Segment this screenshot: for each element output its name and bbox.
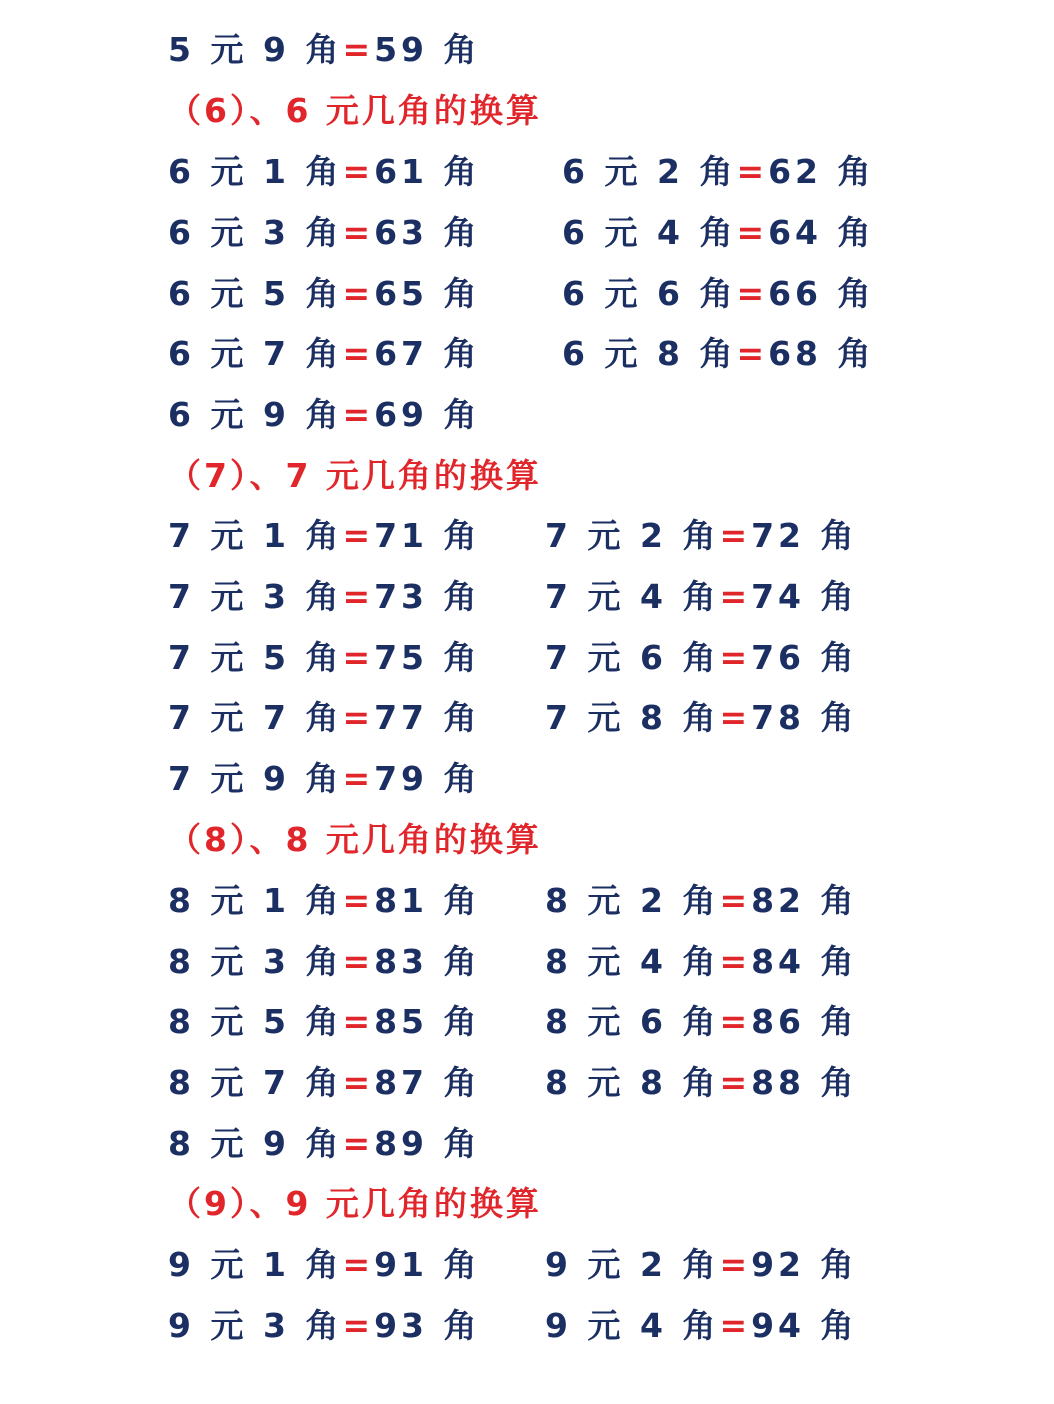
- jiao-value: 8: [639, 698, 667, 737]
- total-value: 82: [751, 881, 806, 920]
- total-unit: 角: [443, 1002, 481, 1041]
- yuan-unit: 元: [210, 577, 248, 616]
- jiao-value: 5: [262, 1002, 290, 1041]
- conversion-line: [545, 1301, 858, 1351]
- total-unit: 角: [820, 1063, 858, 1102]
- yuan-unit: 元: [210, 881, 248, 920]
- jiao-value: 1: [262, 516, 290, 555]
- total-unit: 角: [443, 638, 481, 677]
- equals-sign: =: [342, 1306, 375, 1345]
- jiao-value: 7: [262, 1063, 290, 1102]
- conversion-line: [168, 25, 481, 75]
- equals-sign: =: [719, 698, 752, 737]
- jiao-value: 5: [262, 638, 290, 677]
- yuan-value: 7: [168, 759, 195, 798]
- yuan-value: 8: [168, 881, 195, 920]
- yuan-value: 8: [168, 1124, 195, 1163]
- conversion-line: [545, 1058, 858, 1108]
- yuan-value: 9: [545, 1306, 572, 1345]
- section-heading: （8）、8 元几角的换算: [168, 820, 542, 859]
- jiao-unit: 角: [699, 213, 737, 252]
- yuan-unit: 元: [210, 1306, 248, 1345]
- yuan-unit: 元: [604, 152, 642, 191]
- jiao-unit: 角: [305, 638, 343, 677]
- equals-sign: =: [342, 1124, 375, 1163]
- jiao-value: 3: [262, 577, 290, 616]
- conversion-line: [562, 147, 875, 197]
- total-value: 59: [374, 30, 429, 69]
- total-unit: 角: [443, 152, 481, 191]
- equals-sign: =: [719, 1306, 752, 1345]
- yuan-value: 6: [562, 152, 589, 191]
- total-value: 61: [374, 152, 429, 191]
- jiao-value: 7: [262, 698, 290, 737]
- total-unit: 角: [837, 152, 875, 191]
- yuan-unit: 元: [210, 759, 248, 798]
- jiao-value: 4: [639, 1306, 667, 1345]
- yuan-value: 6: [168, 152, 195, 191]
- equals-sign: =: [719, 881, 752, 920]
- equals-sign: =: [719, 638, 752, 677]
- yuan-value: 6: [168, 334, 195, 373]
- yuan-unit: 元: [210, 698, 248, 737]
- equals-sign: =: [719, 1002, 752, 1041]
- yuan-value: 8: [545, 1063, 572, 1102]
- section-heading: （7）、7 元几角的换算: [168, 456, 542, 495]
- yuan-unit: 元: [210, 516, 248, 555]
- equals-sign: =: [719, 1063, 752, 1102]
- yuan-unit: 元: [210, 1002, 248, 1041]
- conversion-line: [168, 633, 481, 683]
- jiao-value: 3: [262, 942, 290, 981]
- jiao-unit: 角: [305, 1124, 343, 1163]
- total-unit: 角: [820, 1306, 858, 1345]
- jiao-value: 5: [262, 274, 290, 313]
- equals-sign: =: [342, 274, 375, 313]
- total-value: 76: [751, 638, 806, 677]
- conversion-line: [168, 754, 481, 804]
- yuan-unit: 元: [210, 1124, 248, 1163]
- total-value: 79: [374, 759, 429, 798]
- conversion-line: [545, 1240, 858, 1290]
- yuan-value: 6: [562, 274, 589, 313]
- jiao-value: 2: [656, 152, 684, 191]
- equals-sign: =: [342, 638, 375, 677]
- yuan-unit: 元: [604, 274, 642, 313]
- yuan-value: 8: [545, 1002, 572, 1041]
- total-value: 84: [751, 942, 806, 981]
- yuan-value: 5: [168, 30, 195, 69]
- yuan-value: 6: [562, 334, 589, 373]
- jiao-unit: 角: [305, 1245, 343, 1284]
- total-value: 89: [374, 1124, 429, 1163]
- total-unit: 角: [443, 577, 481, 616]
- total-unit: 角: [820, 1002, 858, 1041]
- yuan-unit: 元: [210, 638, 248, 677]
- total-unit: 角: [443, 698, 481, 737]
- conversion-line: [168, 147, 481, 197]
- yuan-value: 6: [168, 395, 195, 434]
- jiao-unit: 角: [305, 395, 343, 434]
- equals-sign: =: [342, 334, 375, 373]
- jiao-value: 6: [639, 1002, 667, 1041]
- yuan-value: 8: [168, 1002, 195, 1041]
- conversion-line: [562, 269, 875, 319]
- total-unit: 角: [443, 1245, 481, 1284]
- total-value: 67: [374, 334, 429, 373]
- jiao-value: 2: [639, 1245, 667, 1284]
- yuan-unit: 元: [210, 395, 248, 434]
- jiao-unit: 角: [682, 1063, 720, 1102]
- conversion-line: [545, 511, 858, 561]
- yuan-value: 8: [168, 942, 195, 981]
- jiao-unit: 角: [682, 1245, 720, 1284]
- equals-sign: =: [736, 274, 769, 313]
- equals-sign: =: [736, 334, 769, 373]
- jiao-value: 8: [639, 1063, 667, 1102]
- yuan-unit: 元: [587, 1063, 625, 1102]
- yuan-value: 7: [545, 577, 572, 616]
- conversion-line: [545, 572, 858, 622]
- conversion-line: [168, 572, 481, 622]
- jiao-unit: 角: [305, 152, 343, 191]
- yuan-value: 7: [545, 638, 572, 677]
- jiao-unit: 角: [305, 1002, 343, 1041]
- jiao-unit: 角: [305, 516, 343, 555]
- conversion-line: [168, 937, 481, 987]
- jiao-unit: 角: [305, 698, 343, 737]
- total-value: 73: [374, 577, 429, 616]
- total-unit: 角: [443, 274, 481, 313]
- jiao-value: 9: [262, 395, 290, 434]
- yuan-value: 7: [545, 698, 572, 737]
- yuan-value: 9: [168, 1306, 195, 1345]
- conversion-line: [168, 1119, 481, 1169]
- total-unit: 角: [443, 1124, 481, 1163]
- conversion-line: [562, 329, 875, 379]
- conversion-line: [545, 693, 858, 743]
- yuan-unit: 元: [210, 942, 248, 981]
- total-value: 81: [374, 881, 429, 920]
- equals-sign: =: [342, 152, 375, 191]
- total-value: 87: [374, 1063, 429, 1102]
- equals-sign: =: [719, 942, 752, 981]
- total-unit: 角: [820, 516, 858, 555]
- equals-sign: =: [342, 881, 375, 920]
- jiao-value: 2: [639, 881, 667, 920]
- jiao-unit: 角: [682, 881, 720, 920]
- total-unit: 角: [820, 942, 858, 981]
- jiao-unit: 角: [699, 274, 737, 313]
- jiao-value: 7: [262, 334, 290, 373]
- total-unit: 角: [837, 274, 875, 313]
- total-unit: 角: [820, 577, 858, 616]
- equals-sign: =: [719, 1245, 752, 1284]
- section-heading: （9）、9 元几角的换算: [168, 1184, 542, 1223]
- total-value: 69: [374, 395, 429, 434]
- total-value: 65: [374, 274, 429, 313]
- jiao-value: 8: [656, 334, 684, 373]
- yuan-value: 6: [168, 274, 195, 313]
- total-value: 86: [751, 1002, 806, 1041]
- total-unit: 角: [443, 213, 481, 252]
- total-value: 92: [751, 1245, 806, 1284]
- yuan-value: 8: [545, 942, 572, 981]
- conversion-line: [168, 1240, 481, 1290]
- jiao-unit: 角: [305, 334, 343, 373]
- jiao-unit: 角: [682, 638, 720, 677]
- yuan-unit: 元: [587, 881, 625, 920]
- yuan-value: 8: [545, 881, 572, 920]
- jiao-value: 3: [262, 1306, 290, 1345]
- jiao-unit: 角: [699, 334, 737, 373]
- equals-sign: =: [342, 395, 375, 434]
- equals-sign: =: [342, 213, 375, 252]
- yuan-unit: 元: [210, 152, 248, 191]
- total-value: 63: [374, 213, 429, 252]
- yuan-unit: 元: [587, 942, 625, 981]
- yuan-unit: 元: [210, 274, 248, 313]
- total-unit: 角: [820, 1245, 858, 1284]
- jiao-value: 9: [262, 759, 290, 798]
- jiao-unit: 角: [682, 516, 720, 555]
- jiao-value: 1: [262, 1245, 290, 1284]
- conversion-line: [168, 329, 481, 379]
- total-value: 85: [374, 1002, 429, 1041]
- yuan-unit: 元: [587, 577, 625, 616]
- total-unit: 角: [443, 1063, 481, 1102]
- yuan-unit: 元: [587, 1245, 625, 1284]
- jiao-value: 9: [262, 1124, 290, 1163]
- jiao-value: 4: [639, 942, 667, 981]
- yuan-value: 6: [168, 213, 195, 252]
- jiao-value: 4: [639, 577, 667, 616]
- jiao-unit: 角: [682, 942, 720, 981]
- jiao-value: 3: [262, 213, 290, 252]
- jiao-unit: 角: [305, 274, 343, 313]
- yuan-unit: 元: [604, 213, 642, 252]
- yuan-unit: 元: [210, 30, 248, 69]
- total-value: 88: [751, 1063, 806, 1102]
- jiao-value: 1: [262, 152, 290, 191]
- total-unit: 角: [820, 638, 858, 677]
- equals-sign: =: [719, 516, 752, 555]
- equals-sign: =: [342, 1002, 375, 1041]
- jiao-unit: 角: [305, 213, 343, 252]
- total-unit: 角: [443, 881, 481, 920]
- jiao-unit: 角: [682, 577, 720, 616]
- yuan-unit: 元: [210, 1063, 248, 1102]
- jiao-value: 1: [262, 881, 290, 920]
- yuan-unit: 元: [210, 213, 248, 252]
- equals-sign: =: [342, 698, 375, 737]
- conversion-line: [545, 937, 858, 987]
- total-value: 66: [768, 274, 823, 313]
- total-value: 75: [374, 638, 429, 677]
- yuan-value: 7: [168, 516, 195, 555]
- conversion-line: [168, 1058, 481, 1108]
- total-unit: 角: [443, 395, 481, 434]
- yuan-value: 7: [168, 577, 195, 616]
- conversion-line: [562, 208, 875, 258]
- jiao-unit: 角: [682, 1306, 720, 1345]
- jiao-unit: 角: [699, 152, 737, 191]
- equals-sign: =: [342, 577, 375, 616]
- jiao-value: 6: [656, 274, 684, 313]
- yuan-unit: 元: [587, 1002, 625, 1041]
- jiao-unit: 角: [682, 1002, 720, 1041]
- jiao-value: 4: [656, 213, 684, 252]
- conversion-line: [168, 693, 481, 743]
- conversion-line: [168, 208, 481, 258]
- jiao-value: 9: [262, 30, 290, 69]
- yuan-value: 6: [562, 213, 589, 252]
- equals-sign: =: [342, 1245, 375, 1284]
- total-value: 77: [374, 698, 429, 737]
- jiao-unit: 角: [305, 759, 343, 798]
- jiao-unit: 角: [305, 942, 343, 981]
- jiao-unit: 角: [305, 30, 343, 69]
- total-unit: 角: [837, 213, 875, 252]
- conversion-line: [168, 1301, 481, 1351]
- total-value: 64: [768, 213, 823, 252]
- yuan-value: 7: [168, 698, 195, 737]
- yuan-value: 7: [545, 516, 572, 555]
- total-value: 71: [374, 516, 429, 555]
- jiao-unit: 角: [682, 698, 720, 737]
- conversion-line: [168, 997, 481, 1047]
- total-value: 91: [374, 1245, 429, 1284]
- equals-sign: =: [342, 516, 375, 555]
- equals-sign: =: [342, 1063, 375, 1102]
- total-value: 72: [751, 516, 806, 555]
- total-value: 93: [374, 1306, 429, 1345]
- yuan-value: 7: [168, 638, 195, 677]
- total-unit: 角: [837, 334, 875, 373]
- equals-sign: =: [736, 152, 769, 191]
- jiao-value: 6: [639, 638, 667, 677]
- total-value: 62: [768, 152, 823, 191]
- total-value: 68: [768, 334, 823, 373]
- equals-sign: =: [719, 577, 752, 616]
- conversion-line: [545, 876, 858, 926]
- yuan-unit: 元: [587, 698, 625, 737]
- jiao-value: 2: [639, 516, 667, 555]
- total-unit: 角: [443, 334, 481, 373]
- total-value: 78: [751, 698, 806, 737]
- conversion-line: [168, 511, 481, 561]
- jiao-unit: 角: [305, 577, 343, 616]
- total-value: 83: [374, 942, 429, 981]
- yuan-unit: 元: [210, 334, 248, 373]
- equals-sign: =: [342, 942, 375, 981]
- total-value: 94: [751, 1306, 806, 1345]
- conversion-line: [168, 269, 481, 319]
- yuan-unit: 元: [587, 1306, 625, 1345]
- yuan-unit: 元: [210, 1245, 248, 1284]
- conversion-line: [168, 390, 481, 440]
- yuan-unit: 元: [587, 638, 625, 677]
- total-unit: 角: [443, 516, 481, 555]
- yuan-value: 9: [545, 1245, 572, 1284]
- conversion-line: [545, 633, 858, 683]
- jiao-unit: 角: [305, 1063, 343, 1102]
- yuan-value: 9: [168, 1245, 195, 1284]
- total-unit: 角: [443, 30, 481, 69]
- total-value: 74: [751, 577, 806, 616]
- jiao-unit: 角: [305, 881, 343, 920]
- conversion-line: [545, 997, 858, 1047]
- total-unit: 角: [443, 942, 481, 981]
- total-unit: 角: [820, 698, 858, 737]
- equals-sign: =: [342, 759, 375, 798]
- yuan-unit: 元: [604, 334, 642, 373]
- equals-sign: =: [736, 213, 769, 252]
- total-unit: 角: [820, 881, 858, 920]
- section-heading: （6）、6 元几角的换算: [168, 91, 542, 130]
- yuan-unit: 元: [587, 516, 625, 555]
- total-unit: 角: [443, 1306, 481, 1345]
- total-unit: 角: [443, 759, 481, 798]
- equals-sign: =: [342, 30, 375, 69]
- jiao-unit: 角: [305, 1306, 343, 1345]
- yuan-value: 8: [168, 1063, 195, 1102]
- conversion-line: [168, 876, 481, 926]
